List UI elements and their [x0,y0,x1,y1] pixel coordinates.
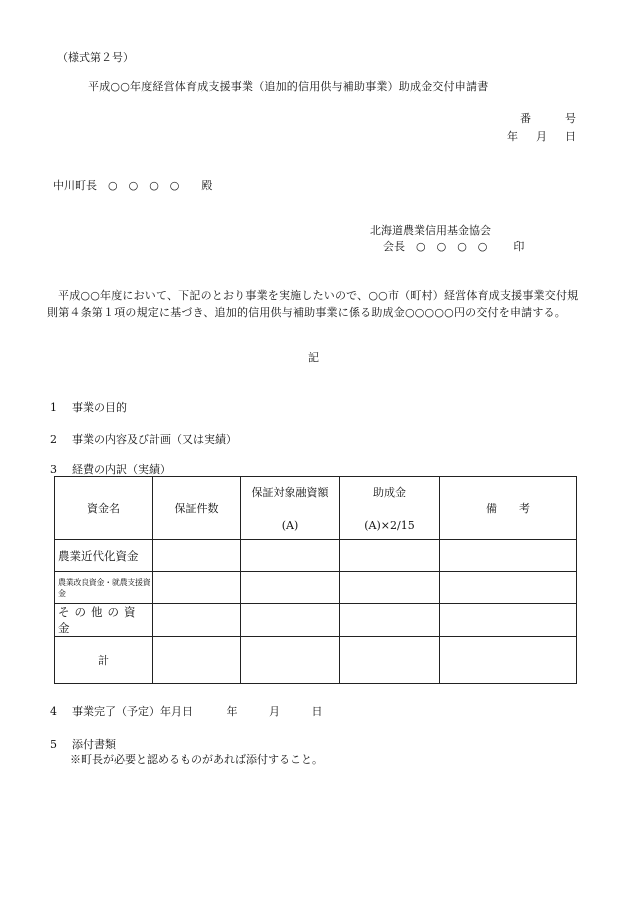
cell-count [153,572,241,604]
item-expense-breakdown [50,461,171,477]
application-body: 平成○○年度において、下記のとおり事業を実施したいので、○○市（町村）経営体育成支援事業交付規則第４条第１項の規定に基づき、追加的信用供与補助事業に係る助成金○○○○○円の交付を申請する。 [47,289,579,319]
cell-amount [241,540,340,572]
expense-table [54,476,577,684]
row-label: 農業近代化資金 [55,540,153,572]
cell-count [153,637,241,684]
cell-amount [241,604,340,637]
item-number: 5 [50,738,57,751]
header-subsidy-sub: (A)×2/15 [364,519,415,532]
row-label: 農業改良資金・就農支援資金 [55,572,153,604]
cell-remarks [440,604,577,637]
cell-subsidy [340,540,440,572]
date-month: 月 [536,130,547,143]
number-label: 番 [520,112,531,125]
completion-year: 年 [226,705,238,718]
item-content-plan [50,431,237,447]
item-text: 添付書類 [72,738,116,751]
header-amount-label: 保証対象融資額 [251,486,329,499]
table-header-row [55,477,577,540]
cell-subsidy [340,604,440,637]
header-amount-sub: (A) [281,519,299,532]
table-row [55,604,577,637]
completion-month: 月 [269,705,280,718]
cell-remarks [440,572,577,604]
table-total-row [55,637,577,684]
item-purpose [50,399,127,415]
item-completion-date [50,703,351,719]
sender-president: 会長 ○ ○ ○ ○ [383,240,488,253]
form-number: （様式第２号） [57,51,134,64]
table-row [55,572,577,604]
item-attachments [50,736,116,752]
date-year: 年 [507,130,518,143]
row-label: その他の資金 [55,604,153,637]
sender-organization: 北海道農業信用基金協会 [370,224,491,237]
recipient-name: 中川町長 ○ ○ ○ ○ [53,179,180,192]
sender-name [383,238,524,254]
item-number: 1 [50,401,57,414]
cell-count [153,604,241,637]
seal-mark: 印 [513,240,525,253]
cell-subsidy [340,572,440,604]
item-text: 事業の内容及び計画（又は実績） [72,433,237,446]
header-subsidy [340,477,440,540]
cell-remarks [440,637,577,684]
header-remarks: 備 考 [440,477,577,540]
attachment-note: ※町長が必要と認めるものがあれば添付すること。 [70,753,323,766]
recipient [53,177,212,193]
item-number: 2 [50,433,57,446]
ki-heading: 記 [308,351,319,364]
item-text: 経費の内訳（実績） [72,463,171,476]
cell-remarks [440,540,577,572]
header-guaranteed-amount [241,477,340,540]
cell-subsidy [340,637,440,684]
completion-day: 日 [311,705,323,718]
item-number: 3 [50,463,57,476]
cell-amount [241,572,340,604]
number-suffix: 号 [565,112,576,125]
cell-count [153,540,241,572]
date-day: 日 [565,130,576,143]
item-text: 事業の目的 [72,401,127,414]
document-title: 平成○○年度経営体育成支援事業（追加的信用供与補助事業）助成金交付申請書 [88,80,489,93]
header-subsidy-label: 助成金 [373,486,406,499]
cell-amount [241,637,340,684]
header-fund-name: 資金名 [55,477,153,540]
item-text: 事業完了（予定）年月日 [72,705,193,718]
reference-number-block [507,110,576,146]
recipient-honorific: 殿 [201,179,213,192]
table-row [55,540,577,572]
total-label: 計 [55,637,153,684]
header-guarantee-count: 保証件数 [153,477,241,540]
item-number: 4 [50,705,57,718]
